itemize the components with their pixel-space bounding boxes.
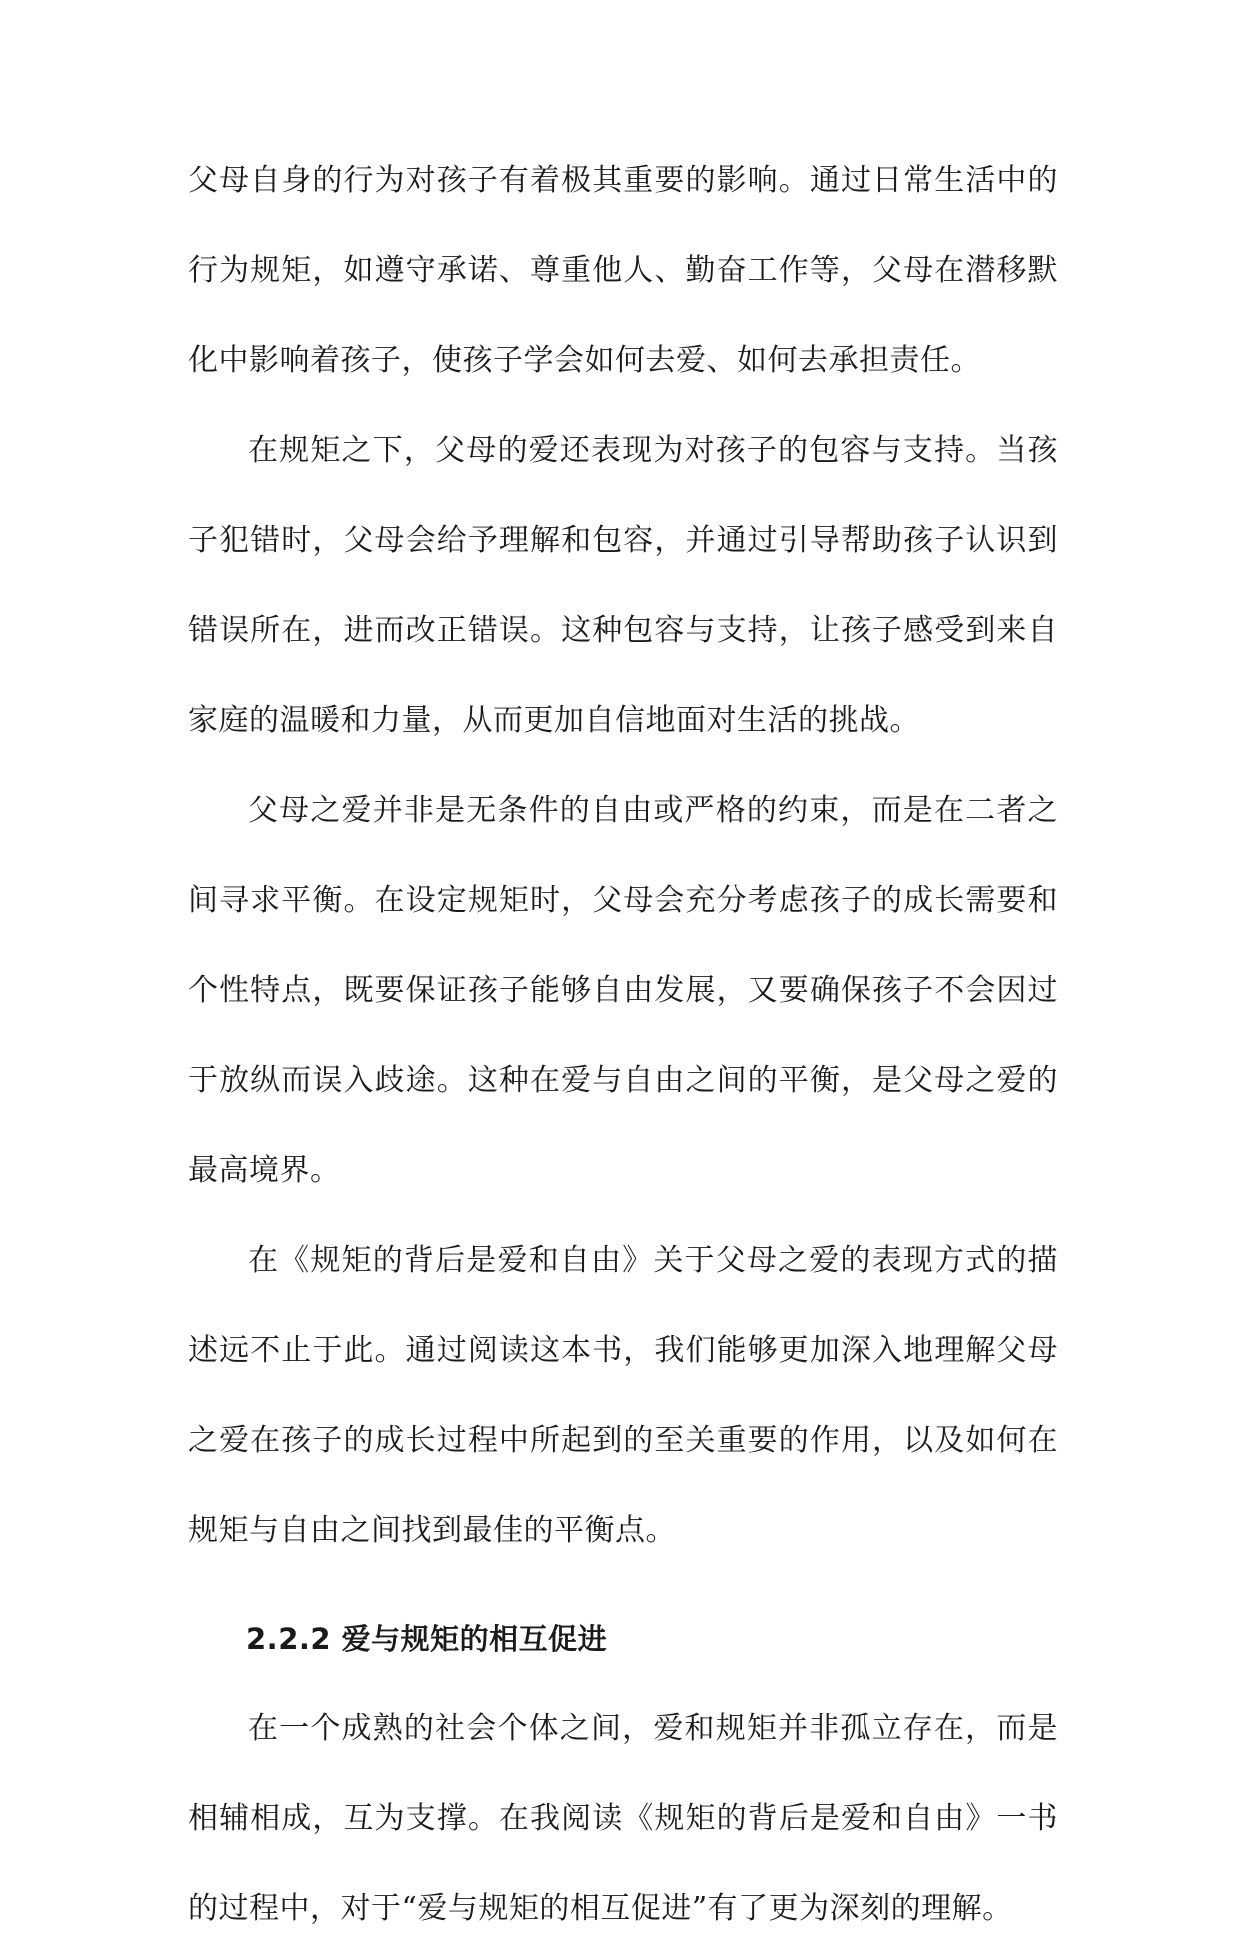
section-heading: 2.2.2 爱与规矩的相互促进 [246,1622,608,1656]
paragraph: 父母之爱并非是无条件的自由或严格的约束，而是在二者之间寻求平衡。在设定规矩时，父母会充分考虑孩子的成长需要和个性特点，既要保证孩子能够自由发展，又要确保孩子不会因过于放纵而误入歧途。这种在爱与自由之间的平衡，是父母之爱的最高境界。 [188,793,1058,1188]
paragraph: 在规矩之下，父母的爱还表现为对孩子的包容与支持。当孩子犯错时，父母会给予理解和包容，并通过引导帮助孩子认识到错误所在，进而改正错误。这种包容与支持，让孩子感受到来自家庭的温暖和力量，从而更加自信地面对生活的挑战。 [188,433,1058,738]
paragraph: 在一个成熟的社会个体之间，爱和规矩并非孤立存在，而是相辅相成，互为支撑。在我阅读《规矩的背后是爱和自由》一书的过程中，对于“爱与规矩的相互促进”有了更为深刻的理解。 [188,1711,1058,1926]
paragraph-continued: 父母自身的行为对孩子有着极其重要的影响。通过日常生活中的行为规矩，如遵守承诺、尊重他人、勤奋工作等，父母在潜移默化中影响着孩子，使孩子学会如何去爱、如何去承担责任。 [188,163,1058,378]
document-body [188,136,1058,1954]
paragraph: 在《规矩的背后是爱和自由》关于父母之爱的表现方式的描述远不止于此。通过阅读这本书，我们能够更加深入地理解父母之爱在孩子的成长过程中所起到的至关重要的作用，以及如何在规矩与自由之间找到最佳的平衡点。 [188,1243,1058,1548]
